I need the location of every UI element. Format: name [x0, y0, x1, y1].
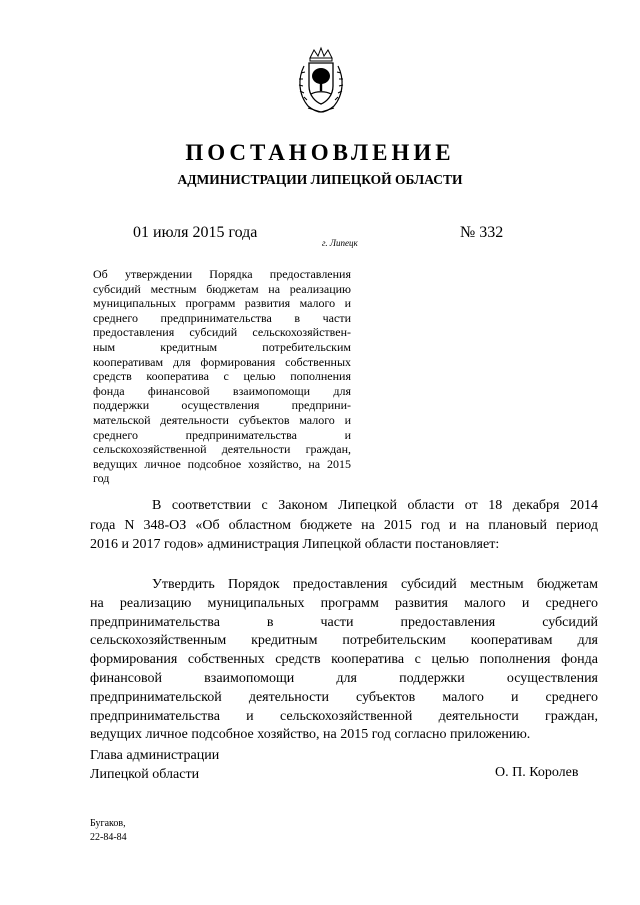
summary-line: ведущих личное подсобное хозяйство, на 2015	[93, 456, 351, 471]
document-summary	[93, 267, 351, 486]
paragraph-line: Утвердить Порядок предоставления субсидий местным бюджетам	[152, 577, 598, 592]
document-subtitle: АДМИНИСТРАЦИИ ЛИПЕЦКОЙ ОБЛАСТИ	[177, 172, 463, 187]
summary-line: средств кооператива с целью пополнения	[93, 369, 351, 384]
document-number: № 332	[460, 224, 504, 241]
summary-line: муниципальных программ развития малого и	[93, 296, 351, 311]
summary-line: среднего предпринимательства и	[93, 427, 351, 442]
summary-line: год	[93, 471, 110, 486]
summary-line: фонда финансовой взаимопомощи для	[93, 383, 351, 398]
summary-line: мательской деятельности субъектов малого и	[93, 412, 351, 427]
paragraph-line: предпринимательства и сельскохозяйственной деятельности граждан,	[90, 708, 598, 724]
paragraph-line: ведущих личное подсобное хозяйство, на 2015 год согласно приложению.	[90, 727, 531, 743]
summary-line: ным кредитным потребительским	[93, 339, 351, 354]
signature-position-line: Глава администрации	[90, 748, 220, 763]
paragraph-line: сельскохозяйственным кредитным потребительским кооперативам для	[90, 633, 598, 649]
paragraph-line: предпринимательства в части предоставления субсидий	[90, 614, 598, 630]
document-date: 01 июля 2015 года	[133, 224, 258, 241]
executor-name: Бугаков,	[90, 818, 126, 829]
paragraph-line: 2016 и 2017 годов» администрация Липецкой области постановляет:	[90, 537, 500, 552]
summary-line: поддержки осуществления предприни-	[93, 398, 351, 413]
summary-line: субсидий местным бюджетам на реализацию	[93, 281, 351, 296]
paragraph-line: финансовой взаимопомощи для поддержки осуществления	[90, 670, 598, 686]
coat-of-arms-emblem	[296, 46, 346, 114]
signature-name: О. П. Королев	[495, 765, 579, 780]
executor-phone: 22-84-84	[90, 832, 127, 843]
document-title: ПОСТАНОВЛЕНИЕ	[185, 140, 455, 165]
summary-line: сельскохозяйственной деятельности граждан,	[93, 442, 351, 457]
summary-line: среднего предпринимательства в части	[93, 310, 351, 325]
paragraph-line: года N 348-ОЗ «Об областном бюджете на 2015 год и на плановый период	[90, 517, 598, 533]
paragraph-line: В соответствии с Законом Липецкой области от 18 декабря 2014	[152, 498, 598, 513]
paragraph-line: на реализацию муниципальных программ развития малого и среднего	[90, 595, 598, 611]
summary-line: предоставления субсидий сельскохозяйствен-	[93, 325, 351, 340]
paragraph-line: формирования собственных средств кооператива с целью пополнения фонда	[90, 652, 598, 668]
summary-line: Об утверждении Порядка предоставления	[93, 267, 351, 281]
document-city: г. Липецк	[322, 238, 358, 248]
summary-line: кооперативам для формирования собственных	[93, 354, 351, 369]
resolution-paragraph	[90, 576, 598, 745]
paragraph-line: предпринимательской деятельности субъектов малого и среднего	[90, 689, 598, 705]
executor-info	[90, 817, 127, 845]
preamble-paragraph	[90, 496, 598, 555]
signature-position	[90, 746, 219, 784]
signature-position-line: Липецкой области	[90, 767, 200, 782]
